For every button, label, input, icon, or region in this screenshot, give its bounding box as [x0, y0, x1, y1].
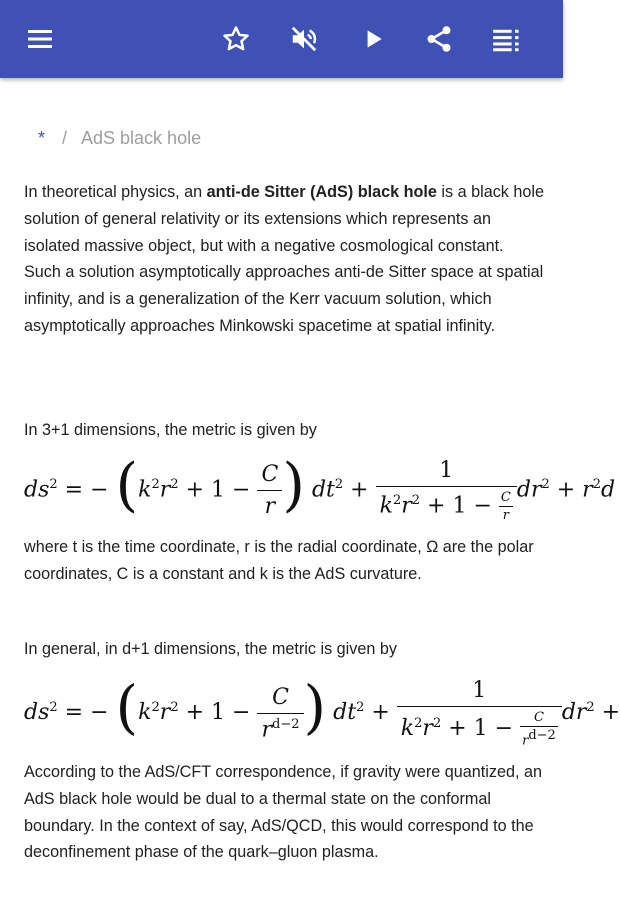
play-button[interactable]: [354, 20, 392, 58]
intro-bold-term: anti-de Sitter (AdS) black hole: [206, 183, 437, 201]
share-button[interactable]: [420, 20, 458, 58]
breadcrumb-separator: /: [62, 128, 68, 148]
play-icon: [360, 26, 386, 52]
metric-general-equation: $ds^2$ = − ($k^2r^2 + 1$ − $\frac{C}{r^{d-2}}$ ) $dt^2$ + 1 $k^2r^2 + 1$ − $\frac{C}{rd-2}$ $dr^2$ +: [24, 673, 620, 749]
intro-text-before: In theoretical physics, an: [24, 183, 207, 201]
breadcrumb-home-link[interactable]: *: [38, 128, 46, 148]
metric-general-paragraph: In general, in d+1 dimensions, the metric is given by: [24, 640, 397, 658]
mute-button[interactable]: [285, 20, 323, 58]
volume-off-icon: [289, 24, 319, 54]
intro-text-after: is a black hole solution of general relativity or its extensions which represents an isolated massive object, but with a negative cosmological constant. Such a solution asymptotically approaches anti-de Sitter space at spatial infinity, and is a generalization of the Kerr vacuum solution, which asymptotically approaches Minkowski spacetime at spatial infinity.: [24, 183, 544, 335]
intro-paragraph: [24, 179, 544, 340]
coordinates-paragraph: where t is the time coordinate, r is the radial coordinate, Ω are the polar coordinates, C is a constant and k is the AdS curvature.: [24, 538, 534, 583]
menu-icon: [26, 27, 54, 51]
metric-3d-equation: $ds^2$ = − ($k^2r^2 + 1$ − $\frac{C}{r}$ ) $dt^2$ + 1 $k^2r^2 + 1$ − $\frac{C}{r}$ $dr^2 + r^2d$: [24, 450, 616, 523]
article-content[interactable]: [0, 78, 620, 900]
star-icon: [221, 24, 251, 54]
share-icon: [424, 24, 454, 54]
contents-button[interactable]: [488, 20, 526, 58]
ads-cft-paragraph: According to the AdS/CFT correspondence, if gravity were quantized, an AdS black hole would be dual to a thermal state on the conformal boundary. In the context of say, AdS/QCD, this would correspond to the deconfinement phase of the quark–gluon plasma.: [24, 763, 542, 862]
breadcrumb: [38, 128, 201, 149]
app-bar: [0, 0, 563, 78]
metric-3d-paragraph: In 3+1 dimensions, the metric is given by: [24, 421, 317, 439]
list-icon: [492, 26, 522, 52]
breadcrumb-current: AdS black hole: [81, 128, 202, 148]
menu-button[interactable]: [21, 20, 59, 58]
favorite-button[interactable]: [217, 20, 255, 58]
